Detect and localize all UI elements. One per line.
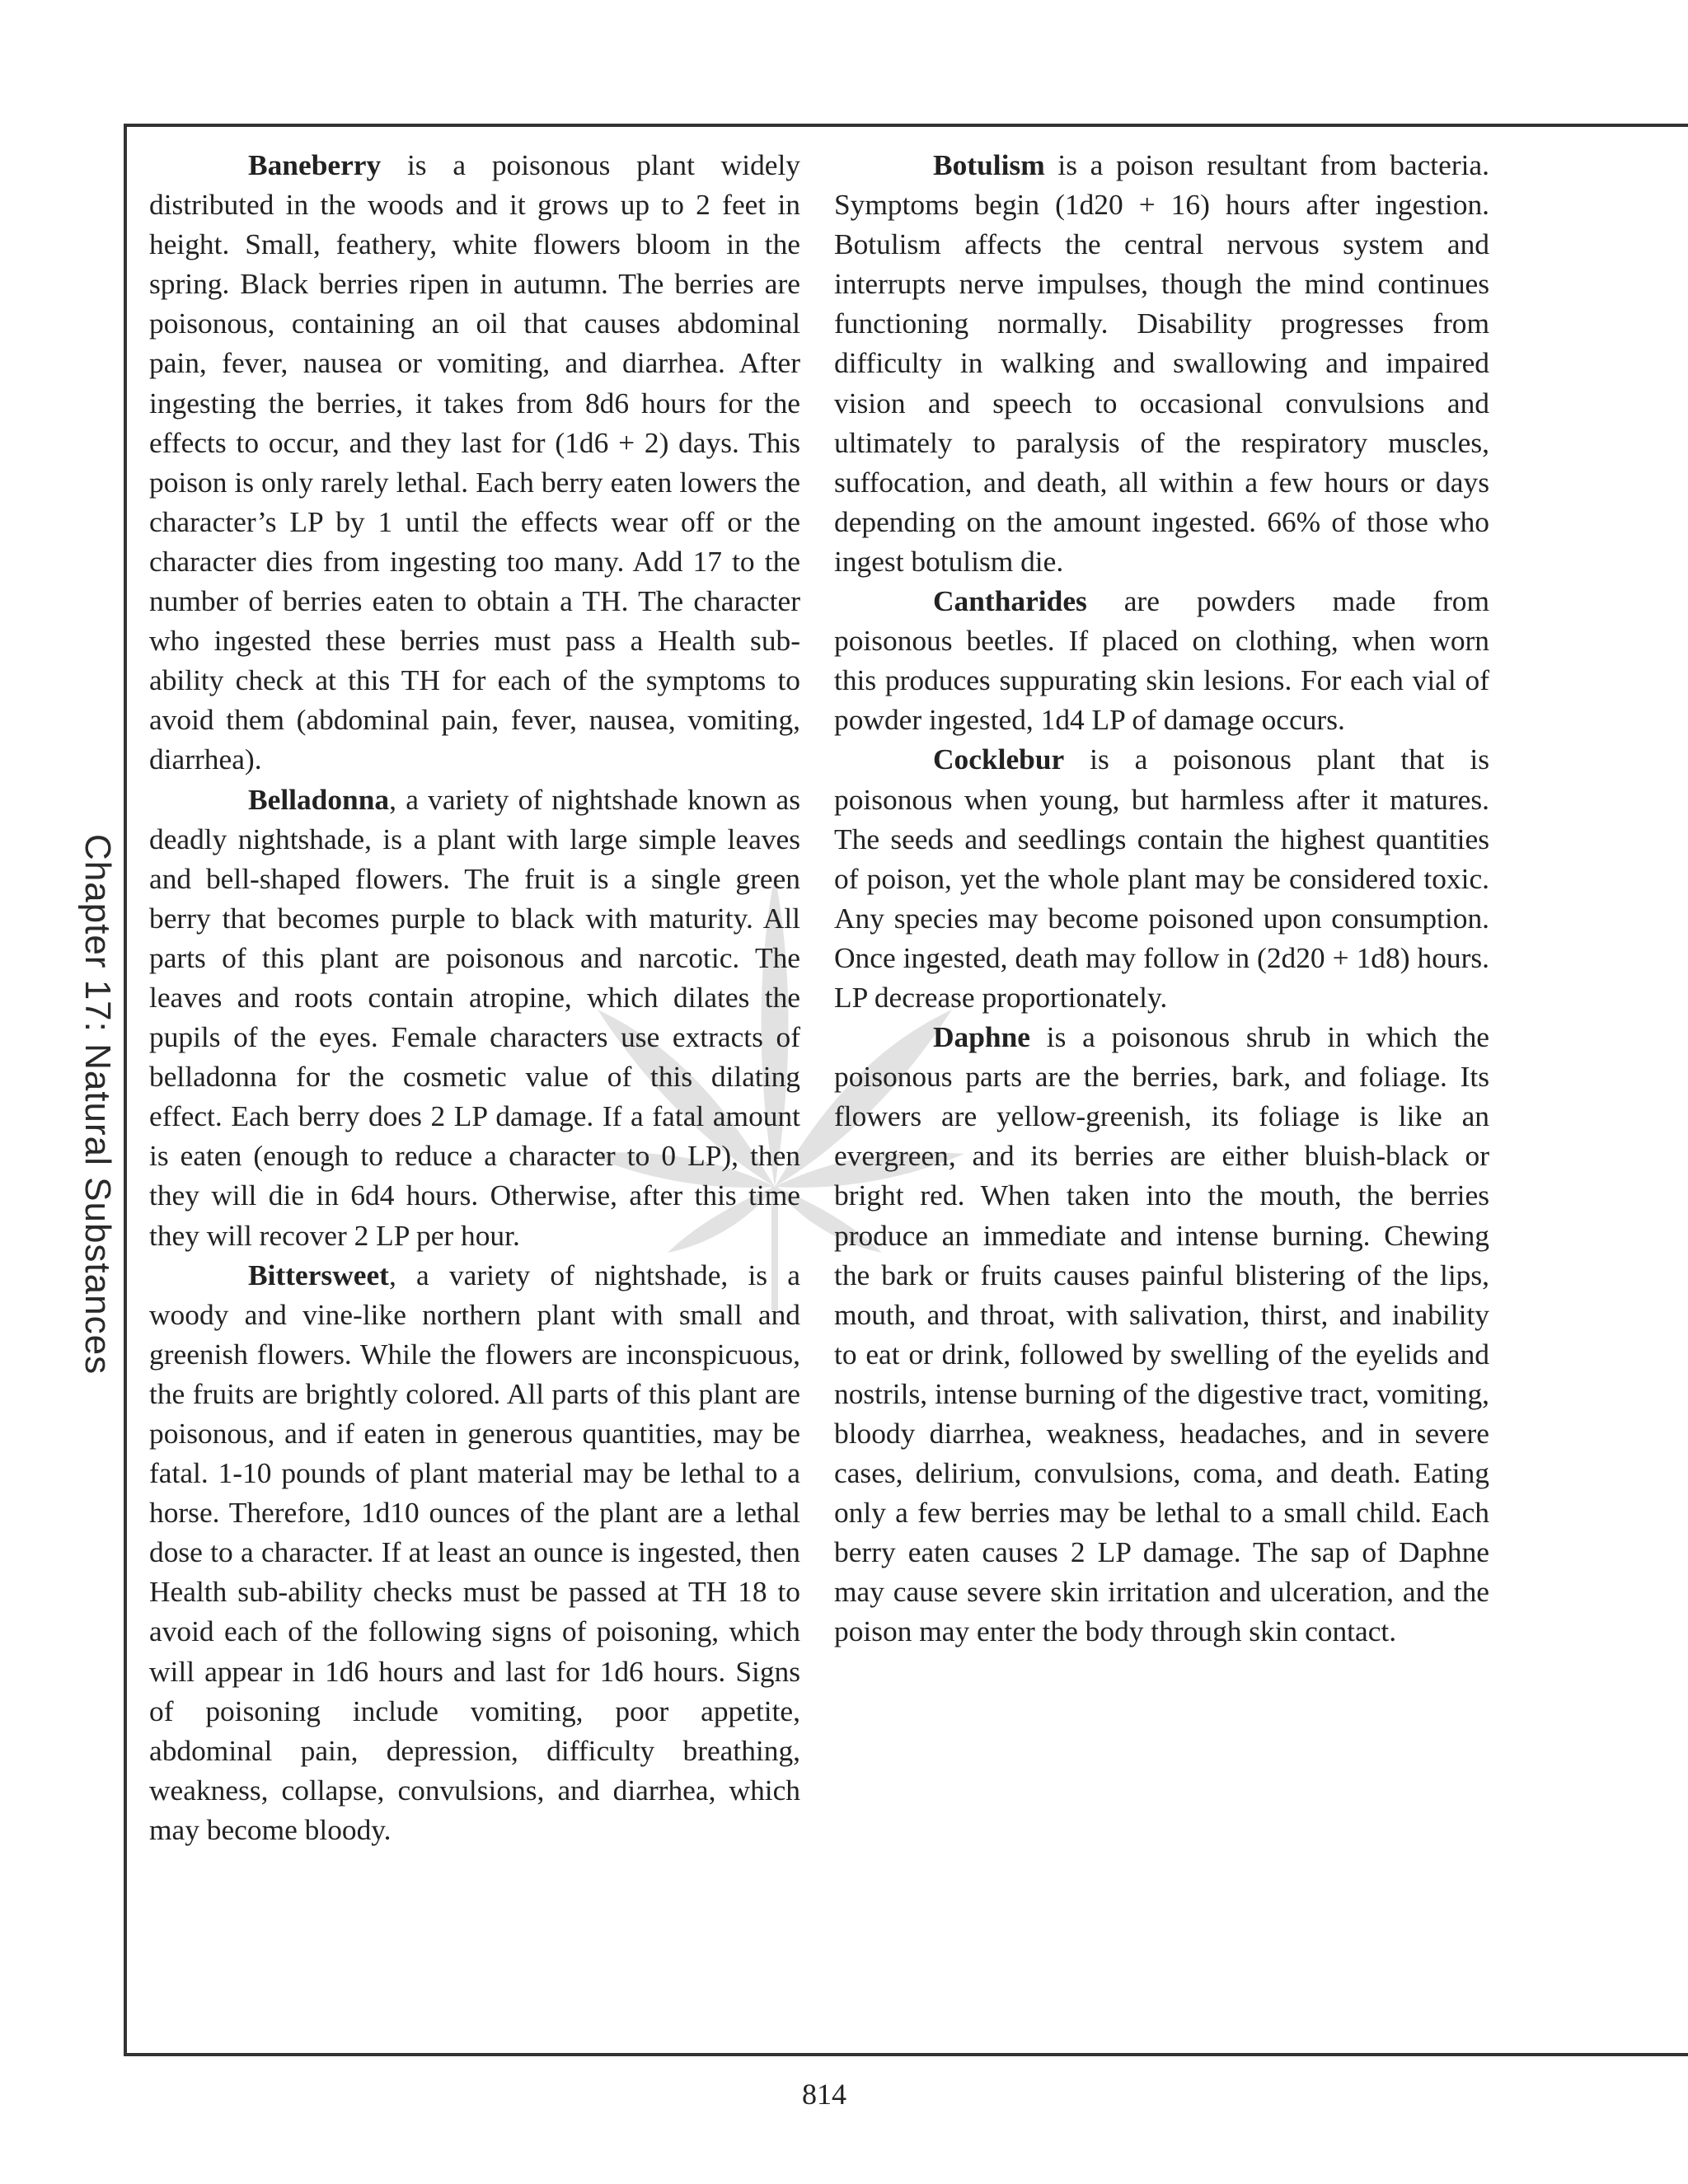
chapter-side-title: Chapter 17: Natural Substances [77,833,118,1376]
entry-text: is a poisonous plant widely distributed in the woods and it grows up to 2 feet in height. Small, feathery, white flowers bloom in the spring. Black berries ripen in autumn. The berries are poisonous, containing an oil that causes abdominal pain, fever, nausea or vomiting, and diarrhea. After ingesting the berries, it takes from 8d6 hours for the effects to occur, and they last for (1d6 + 2) days. This poison is only rarely lethal. Each berry eaten lowers the character’s LP by 1 until the effects wear off or the character dies from ingesting too many. Add 17 to the number of berries eaten to obtain a TH. The character who ingested these berries must pass a Health sub-ability check at this TH for each of the symptoms to avoid them (abdominal pain, fever, nausea, vomiting, diarrhea). [149,148,800,776]
entry-text: is a poisonous shrub in which the poisonous parts are the berries, bark, and foliage. Its flowers are yellow-greenish, its foliage is like an evergreen, and its berries are either bluish-black or bright red. When taken into the mouth, the berries produce an immediate and intense burning. Chewing the bark or fruits causes painful blistering of the lips, mouth, and throat, with salivation, thirst, and inability to eat or drink, followed by swelling of the eyelids and nostrils, intense burning of the digestive tract, vomiting, bloody diarrhea, weakness, headaches, and in severe cases, delirium, convulsions, coma, and death. Eating only a few berries may be lethal to a small child. Each berry eaten causes 2 LP damage. The sap of Daphne may cause severe skin irritation and ulceration, and the poison may enter the body through skin contact. [834,1020,1489,1648]
entry-bittersweet [149,1255,800,1849]
entry-text: is a poisonous plant that is poisonous when young, but harmless after it matures. The seeds and seedlings contain the highest quantities of poison, yet the whole plant may be considered toxic. Any species may become poisoned upon consumption. Once ingested, death may follow in (2d20 + 1d8) hours. LP decrease proportionately. [834,743,1489,1014]
entry-text: are powders made from poisonous beetles. If placed on clothing, when worn this produces suppurating skin lesions. For each vial of powder ingested, 1d4 LP of damage occurs. [834,584,1489,737]
entry-term: Botulism [933,148,1045,181]
entry-text: , a variety of nightshade, is a woody and vine-like northern plant with small and greenish flowers. While the flowers are inconspicuous, the fruits are brightly colored. All parts of this plant are poisonous, and if eaten in generous quantities, may be fatal. 1-10 pounds of plant material may be lethal to a horse. Therefore, 1d10 ounces of the plant are a lethal dose to a character. If at least an ounce is ingested, then Health sub-ability checks must be passed at TH 18 to avoid each of the following signs of poisoning, which will appear in 1d6 hours and last for 1d6 hours. Signs of poisoning include vomiting, poor appetite, abdominal pain, depression, difficulty breathing, weakness, collapse, convulsions, and diarrhea, which may become bloody. [149,1258,800,1846]
entry-cantharides [834,581,1489,739]
entry-text: , a variety of nightshade known as deadly nightshade, is a plant with large simple leaves and bell-shaped flowers. The fruit is a single green berry that becomes purple to black with maturity. All parts of this plant are poisonous and narcotic. The leaves and roots contain atropine, which dilates the pupils of the eyes. Female characters use extracts of belladonna for the cosmetic value of this dilating effect. Each berry does 2 LP damage. If a fatal amount is eaten (enough to reduce a character to 0 LP), then they will die in 6d4 hours. Otherwise, after this time they will recover 2 LP per hour. [149,782,800,1252]
entry-term: Cantharides [933,584,1087,618]
entry-cocklebur [834,739,1489,1017]
entry-belladonna [149,780,800,1255]
entry-botulism [834,145,1489,581]
right-column [834,145,1489,1652]
entry-term: Belladonna [248,782,390,816]
entry-baneberry [149,145,800,780]
entry-term: Baneberry [248,148,382,181]
left-column [149,145,800,1849]
page-number: 814 [802,2078,846,2111]
entry-term: Cocklebur [933,743,1065,776]
entry-term: Daphne [933,1020,1031,1054]
entry-term: Bittersweet [248,1258,389,1291]
entry-text: is a poison resultant from bacteria. Symptoms begin (1d20 + 16) hours after ingestion. Botulism affects the central nervous system and interrupts nerve impulses, though the mind continues functioning normally. Disability progresses from difficulty in walking and swallowing and impaired vision and speech to occasional convulsions and ultimately to paralysis of the respiratory muscles, suffocation, and death, all within a few hours or days depending on the amount ingested. 66% of those who ingest botulism die. [834,148,1489,578]
entry-daphne [834,1017,1489,1652]
